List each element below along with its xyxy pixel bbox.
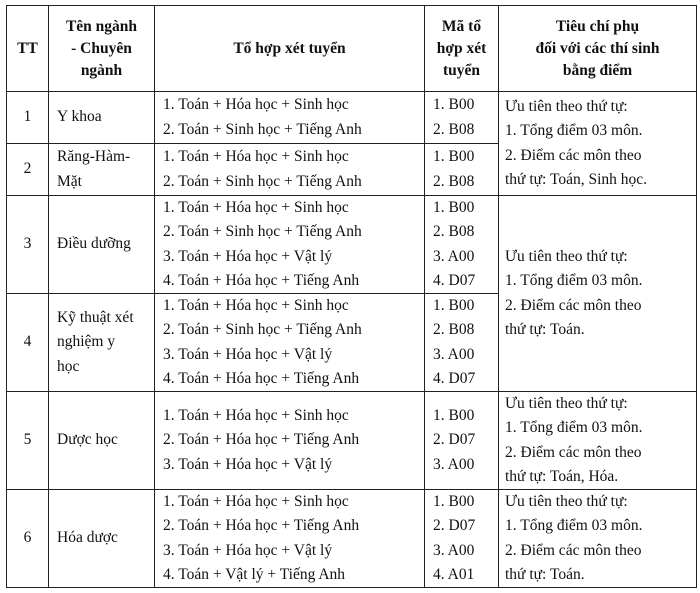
criteria-line: Ưu tiên theo thứ tự: xyxy=(505,493,628,511)
criteria-line: Ưu tiên theo thứ tự: xyxy=(505,248,628,266)
code-line: 3. A00 xyxy=(433,541,475,559)
criteria-line: thứ tự: Toán, Sinh học. xyxy=(505,170,648,188)
header-nganh-line: - Chuyên xyxy=(71,39,132,57)
code-line: 2. B08 xyxy=(433,172,475,190)
criteria-line: 1. Tổng điểm 03 môn. xyxy=(505,517,643,535)
tiebreak-criteria xyxy=(499,490,697,588)
criteria-line: thứ tự: Toán. xyxy=(505,320,585,338)
row-number: 3 xyxy=(7,196,49,294)
criteria-line: 1. Tổng điểm 03 môn. xyxy=(505,272,643,290)
criteria-line: Ưu tiên theo thứ tự: xyxy=(505,98,628,116)
combo-line: 4. Toán + Hóa học + Tiếng Anh xyxy=(163,369,360,387)
combo-codes xyxy=(425,392,499,490)
criteria-line: thứ tự: Toán, Hóa. xyxy=(505,467,619,485)
header-ma-line: Mã tổ xyxy=(441,17,482,35)
header-nganh-line: ngành xyxy=(80,61,123,79)
header-ma xyxy=(425,6,499,92)
major-name-line: Y khoa xyxy=(57,108,102,126)
header-nganh-line: Tên ngành xyxy=(65,17,138,35)
code-line: 2. D07 xyxy=(433,517,476,535)
combo-line: 3. Toán + Hóa học + Vật lý xyxy=(163,345,333,363)
combo-line: 2. Toán + Hóa học + Tiếng Anh xyxy=(163,431,360,449)
criteria-line: 2. Điểm các môn theo xyxy=(505,443,642,461)
tiebreak-criteria xyxy=(499,92,697,196)
combo-line: 1. Toán + Hóa học + Sinh học xyxy=(163,297,349,315)
table-row xyxy=(7,92,697,144)
table-row xyxy=(7,196,697,294)
header-nganh xyxy=(49,6,155,92)
major-name-line: Răng-Hàm- xyxy=(57,148,131,166)
code-line: 4. D07 xyxy=(433,271,476,289)
table-row xyxy=(7,490,697,588)
major-name-line: nghiệm y xyxy=(57,333,116,351)
criteria-line: 1. Tổng điểm 03 môn. xyxy=(505,122,643,140)
combo-line: 1. Toán + Hóa học + Sinh học xyxy=(163,493,349,511)
combo-line: 1. Toán + Hóa học + Sinh học xyxy=(163,96,349,114)
major-name-line: Hóa dược xyxy=(57,529,118,547)
combo-codes xyxy=(425,490,499,588)
code-line: 3. A00 xyxy=(433,247,475,265)
row-number: 4 xyxy=(7,294,49,392)
code-line: 4. A01 xyxy=(433,565,475,583)
row-number: 2 xyxy=(7,144,49,196)
combo-line: 4. Toán + Hóa học + Tiếng Anh xyxy=(163,271,360,289)
major-name xyxy=(49,490,155,588)
criteria-line: 2. Điểm các môn theo xyxy=(505,146,642,164)
major-name-line: học xyxy=(57,357,80,375)
major-name xyxy=(49,92,155,144)
code-line: 1. B00 xyxy=(433,96,475,114)
header-ma-line: tuyển xyxy=(442,61,481,79)
major-name xyxy=(49,144,155,196)
subject-combos xyxy=(155,144,425,196)
major-name xyxy=(49,392,155,490)
major-name xyxy=(49,196,155,294)
code-line: 2. B08 xyxy=(433,120,475,138)
header-ma-line: hợp xét xyxy=(436,39,487,57)
subject-combos xyxy=(155,392,425,490)
major-name-line: Mặt xyxy=(57,172,82,190)
combo-line: 2. Toán + Sinh học + Tiếng Anh xyxy=(163,223,362,241)
code-line: 1. B00 xyxy=(433,493,475,511)
major-name-line: Kỹ thuật xét xyxy=(57,309,134,327)
code-line: 1. B00 xyxy=(433,199,475,217)
code-line: 1. B00 xyxy=(433,407,475,425)
header-tohop: Tổ hợp xét tuyển xyxy=(155,6,425,92)
combo-codes xyxy=(425,144,499,196)
row-number: 6 xyxy=(7,490,49,588)
combo-line: 2. Toán + Sinh học + Tiếng Anh xyxy=(163,172,362,190)
header-tt: TT xyxy=(7,6,49,92)
combo-line: 3. Toán + Hóa học + Vật lý xyxy=(163,541,333,559)
subject-combos xyxy=(155,490,425,588)
major-name xyxy=(49,294,155,392)
header-tieuchi-line: đối với các thí sinh xyxy=(535,39,660,57)
combo-line: 2. Toán + Sinh học + Tiếng Anh xyxy=(163,321,362,339)
admission-table xyxy=(6,5,697,588)
criteria-line: thứ tự: Toán. xyxy=(505,565,585,583)
major-name-line: Điều dưỡng xyxy=(57,235,131,253)
combo-line: 2. Toán + Sinh học + Tiếng Anh xyxy=(163,120,362,138)
header-tieuchi-line: bằng điểm xyxy=(562,61,633,79)
code-line: 1. B00 xyxy=(433,148,475,166)
combo-line: 2. Toán + Hóa học + Tiếng Anh xyxy=(163,517,360,535)
combo-codes xyxy=(425,92,499,144)
combo-line: 4. Toán + Vật lý + Tiếng Anh xyxy=(163,565,346,583)
combo-line: 1. Toán + Hóa học + Sinh học xyxy=(163,407,349,425)
subject-combos xyxy=(155,196,425,294)
tiebreak-criteria xyxy=(499,196,697,392)
major-name-line: Dược học xyxy=(57,431,118,449)
code-line: 3. A00 xyxy=(433,455,475,473)
combo-line: 1. Toán + Hóa học + Sinh học xyxy=(163,148,349,166)
header-tieuchi xyxy=(499,6,697,92)
criteria-line: 2. Điểm các môn theo xyxy=(505,541,642,559)
combo-line: 3. Toán + Hóa học + Vật lý xyxy=(163,455,333,473)
criteria-line: 1. Tổng điểm 03 môn. xyxy=(505,419,643,437)
code-line: 2. B08 xyxy=(433,223,475,241)
header-row xyxy=(7,6,697,92)
code-line: 2. B08 xyxy=(433,321,475,339)
row-number: 5 xyxy=(7,392,49,490)
combo-line: 1. Toán + Hóa học + Sinh học xyxy=(163,199,349,217)
code-line: 1. B00 xyxy=(433,297,475,315)
criteria-line: Ưu tiên theo thứ tự: xyxy=(505,395,628,413)
tiebreak-criteria xyxy=(499,392,697,490)
table-row xyxy=(7,392,697,490)
combo-codes xyxy=(425,196,499,294)
code-line: 3. A00 xyxy=(433,345,475,363)
subject-combos xyxy=(155,294,425,392)
row-number: 1 xyxy=(7,92,49,144)
combo-codes xyxy=(425,294,499,392)
criteria-line: 2. Điểm các môn theo xyxy=(505,296,642,314)
code-line: 4. D07 xyxy=(433,369,476,387)
subject-combos xyxy=(155,92,425,144)
code-line: 2. D07 xyxy=(433,431,476,449)
combo-line: 3. Toán + Hóa học + Vật lý xyxy=(163,247,333,265)
header-tieuchi-line: Tiêu chí phụ xyxy=(555,17,640,35)
